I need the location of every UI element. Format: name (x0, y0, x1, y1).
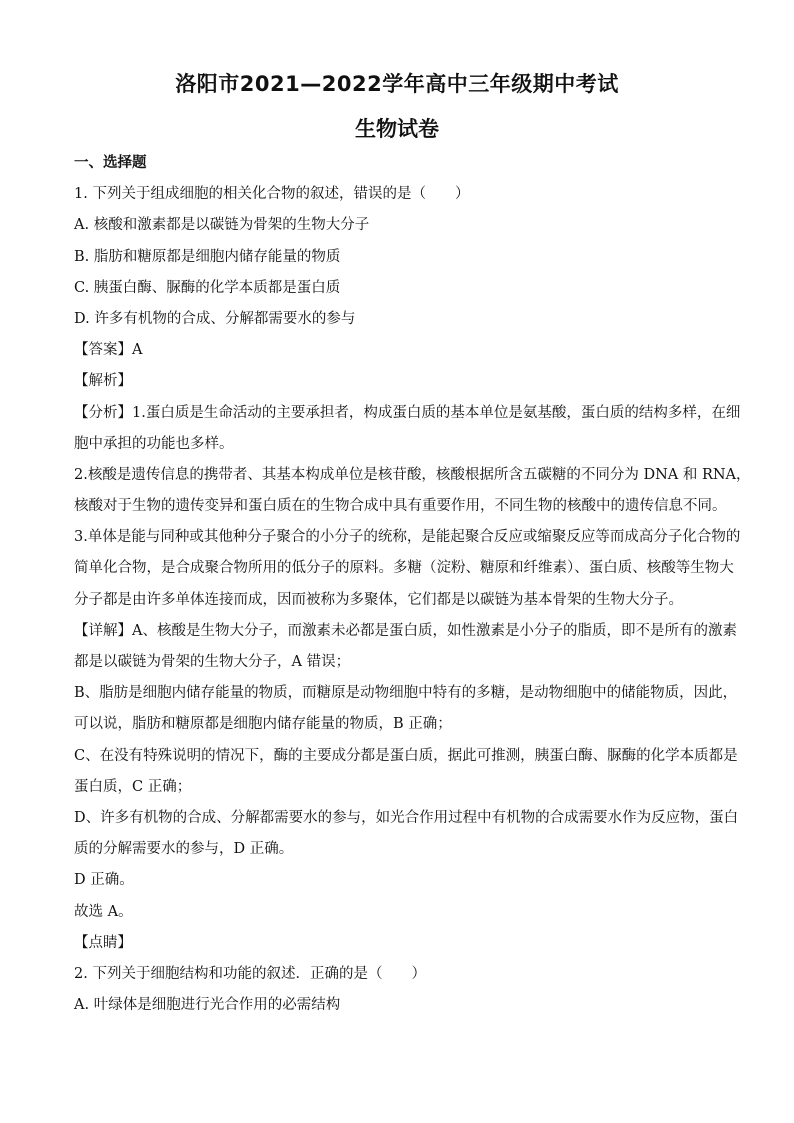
question-2-stem: 2. 下列关于细胞结构和功能的叙述．正确的是（ ） (74, 965, 426, 982)
fenxi-label: 【分析】 (74, 404, 132, 421)
question-1-option-a: A. 核酸和激素都是以碳链为骨架的生物大分子 (74, 217, 370, 234)
fenxi-text: 分子都是由许多单体连接而成，因而被称为多聚体，它们都是以碳链为基本骨架的生物大分子。 (74, 591, 683, 608)
conclusion-text: D 正确。 (74, 872, 134, 889)
xiangjie-text: C、在没有特殊说明的情况下，酶的主要成分都是蛋白质，据此可推测，胰蛋白酶、脲酶的化学本质都是 (74, 747, 738, 764)
question-1-option-d: D. 许多有机物的合成、分解都需要水的参与 (74, 310, 356, 327)
xiangjie-text: B、脂肪是细胞内储存能量的物质，而糖原是动物细胞中特有的多糖，是动物细胞中的储能物质，因此， (74, 685, 738, 702)
xiangjie-label: 【详解】 (74, 622, 132, 639)
xiangjie-text: 都是以碳链为骨架的生物大分子，A 错误； (74, 654, 351, 670)
xiangjie-text: 可以说，脂肪和糖原都是细胞内储存能量的物质，B 正确； (74, 716, 452, 733)
conclusion-text: 故选 A。 (74, 903, 133, 920)
xiangjie-text: 蛋白质，C 正确； (74, 778, 192, 795)
question-1-stem: 1. 下列关于组成细胞的相关化合物的叙述，错误的是（ ） (74, 186, 470, 203)
answer-line (74, 335, 722, 366)
dianjing-label: 【点睛】 (74, 934, 132, 951)
fenxi-paragraph-1 (74, 398, 741, 429)
xiangjie-text: D、许多有机物的合成、分解都需要水的参与，如光合作用过程中有机物的合成需要水作为反应物，蛋白 (74, 809, 739, 826)
analysis-label: 【解析】 (74, 373, 132, 390)
document-body (74, 148, 751, 1021)
fenxi-text: 核酸对于生物的遗传变异和蛋白质在的生物合成中具有重要作用，不同生物的核酸中的遗传信息不同。 (74, 498, 727, 515)
exam-subject: 生物试卷 (355, 117, 439, 141)
exam-title: 洛阳市2021—2022学年高中三年级期中考试 (175, 72, 619, 96)
answer-label: 【答案】 (74, 342, 132, 359)
fenxi-text: 简单化合物，是合成聚合物所用的低分子的原料。多糖（淀粉、糖原和纤维素）、蛋白质、核酸等生物大 (74, 560, 734, 577)
fenxi-text: 3.单体是能与同种或其他种分子聚合的小分子的统称，是能起聚合反应或缩聚反应等而成高分子化合物的 (74, 529, 741, 546)
xiangjie-text: A、核酸是生物大分子，而激素未必都是蛋白质，如性激素是小分子的脂质，即不是所有的激素 (132, 622, 737, 639)
fenxi-text: 胞中承担的功能也多样。 (74, 435, 234, 452)
question-1-option-c: C. 胰蛋白酶、脲酶的化学本质都是蛋白质 (74, 279, 341, 296)
xiangjie-text: 质的分解需要水的参与，D 正确。 (74, 841, 294, 858)
question-2-option-a: A. 叶绿体是细胞进行光合作用的必需结构 (74, 997, 341, 1014)
section-heading: 一、选择题 (74, 155, 147, 171)
question-1-option-b: B. 脂肪和糖原都是细胞内储存能量的物质 (74, 248, 341, 265)
answer-value: A (132, 342, 143, 359)
fenxi-text: 2.核酸是遗传信息的携带者、其基本构成单位是核苷酸，核酸根据所含五碳糖的不同分为 DNA 和 RNA， (74, 466, 751, 483)
fenxi-text: 1.蛋白质是生命活动的主要承担者，构成蛋白质的基本单位是氨基酸，蛋白质的结构多样，在细 (132, 404, 741, 421)
xiangjie-paragraph (74, 616, 737, 647)
